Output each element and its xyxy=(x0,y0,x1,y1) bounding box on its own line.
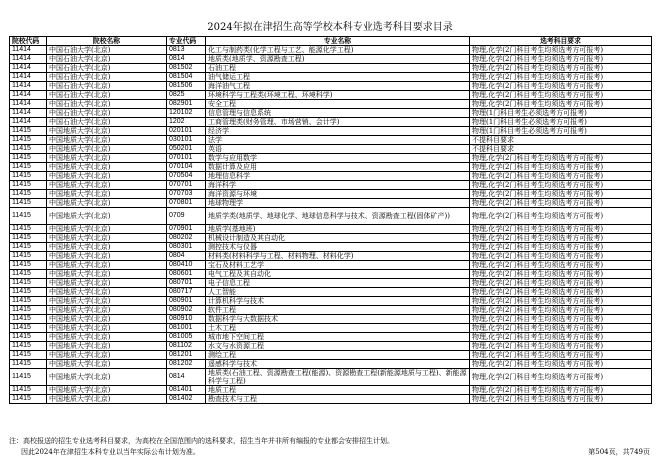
major-code-cell: 0804 xyxy=(167,252,206,261)
major-name-cell: 软件工程 xyxy=(206,306,470,315)
table-body xyxy=(10,46,652,404)
major-code-cell: 070901 xyxy=(167,225,206,234)
major-code-cell: 081201 xyxy=(167,351,206,360)
table-row xyxy=(10,395,652,404)
school-code-cell: 11415 xyxy=(10,261,47,270)
major-name-cell: 计算机科学与技术 xyxy=(206,297,470,306)
major-name-cell: 法学 xyxy=(206,136,470,145)
school-name-cell: 中国地质大学(北京) xyxy=(47,234,167,243)
school-name-cell: 中国石油大学(北京) xyxy=(47,91,167,100)
table-row xyxy=(10,154,652,163)
school-code-cell: 11415 xyxy=(10,324,47,333)
school-code-cell: 11415 xyxy=(10,297,47,306)
major-code-cell: 080902 xyxy=(167,306,206,315)
major-code-cell: 080901 xyxy=(167,297,206,306)
requirement-cell: 物理,化学(2门科目考生均须选考方可报考) xyxy=(470,181,652,190)
school-name-cell: 中国地质大学(北京) xyxy=(47,333,167,342)
major-code-cell: 0825 xyxy=(167,91,206,100)
table-row xyxy=(10,225,652,234)
school-name-cell: 中国地质大学(北京) xyxy=(47,360,167,369)
major-name-cell: 地质类(石油工程、资源勘查工程(能源)、资源勘查工程(新能源地质与工程)、新能源科学与工程) xyxy=(206,369,470,386)
table-row xyxy=(10,369,652,386)
school-name-cell: 中国地质大学(北京) xyxy=(47,199,167,208)
school-name-cell: 中国地质大学(北京) xyxy=(47,225,167,234)
major-code-cell: 0814 xyxy=(167,55,206,64)
requirement-cell: 不提科目要求 xyxy=(470,136,652,145)
major-code-cell: 030101 xyxy=(167,136,206,145)
requirement-cell: 物理,化学(2门科目考生均须选考方可报考) xyxy=(470,315,652,324)
school-code-cell: 11415 xyxy=(10,199,47,208)
table-row xyxy=(10,208,652,225)
requirement-cell: 物理,化学(2门科目考生均须选考方可报考) xyxy=(470,64,652,73)
school-code-cell: 11415 xyxy=(10,136,47,145)
school-name-cell: 中国石油大学(北京) xyxy=(47,64,167,73)
requirement-cell: 物理,化学(2门科目考生均须选考方可报考) xyxy=(470,234,652,243)
school-code-cell: 11415 xyxy=(10,127,47,136)
school-name-cell: 中国地质大学(北京) xyxy=(47,127,167,136)
major-name-cell: 宝石及材料工艺学 xyxy=(206,261,470,270)
header-major-code: 专业代码 xyxy=(167,37,206,46)
major-name-cell: 安全工程 xyxy=(206,100,470,109)
school-name-cell: 中国石油大学(北京) xyxy=(47,73,167,82)
school-code-cell: 11415 xyxy=(10,154,47,163)
major-name-cell: 电气工程及其自动化 xyxy=(206,270,470,279)
footnote xyxy=(9,436,394,458)
major-code-cell: 081402 xyxy=(167,395,206,404)
school-code-cell: 11414 xyxy=(10,55,47,64)
table-row xyxy=(10,55,652,64)
school-name-cell: 中国地质大学(北京) xyxy=(47,208,167,225)
requirement-cell: 物理,化学(2门科目考生均须选考方可报考) xyxy=(470,395,652,404)
school-name-cell: 中国地质大学(北京) xyxy=(47,243,167,252)
major-name-cell: 经济学 xyxy=(206,127,470,136)
requirement-cell: 物理,化学(2门科目考生均须选考方可报考) xyxy=(470,91,652,100)
requirement-cell: 物理,化学(2门科目考生均须选考方可报考) xyxy=(470,369,652,386)
major-code-cell: 081202 xyxy=(167,360,206,369)
major-code-cell: 070104 xyxy=(167,163,206,172)
major-code-cell: 080701 xyxy=(167,279,206,288)
major-name-cell: 遥感科学与技术 xyxy=(206,360,470,369)
table-row xyxy=(10,190,652,199)
major-code-cell: 081504 xyxy=(167,73,206,82)
major-name-cell: 地球物理学 xyxy=(206,199,470,208)
requirement-cell: 物理,化学(2门科目考生均须选考方可报考) xyxy=(470,225,652,234)
school-code-cell: 11415 xyxy=(10,208,47,225)
table-row xyxy=(10,136,652,145)
requirement-cell: 物理,化学(2门科目考生均须选考方可报考) xyxy=(470,190,652,199)
requirement-cell: 不提科目要求 xyxy=(470,145,652,154)
major-code-cell: 081502 xyxy=(167,64,206,73)
requirement-cell: 物理,化学(2门科目考生均须选考方可报考) xyxy=(470,386,652,395)
school-name-cell: 中国石油大学(北京) xyxy=(47,100,167,109)
major-code-cell: 081102 xyxy=(167,342,206,351)
major-name-cell: 信息管理与信息系统 xyxy=(206,109,470,118)
school-name-cell: 中国地质大学(北京) xyxy=(47,261,167,270)
table-row xyxy=(10,270,652,279)
school-name-cell: 中国地质大学(北京) xyxy=(47,288,167,297)
major-name-cell: 电子信息工程 xyxy=(206,279,470,288)
school-name-cell: 中国石油大学(北京) xyxy=(47,109,167,118)
school-code-cell: 11415 xyxy=(10,369,47,386)
major-name-cell: 测控技术与仪器 xyxy=(206,243,470,252)
school-name-cell: 中国地质大学(北京) xyxy=(47,181,167,190)
school-name-cell: 中国地质大学(北京) xyxy=(47,351,167,360)
major-code-cell: 0814 xyxy=(167,369,206,386)
requirement-cell: 物理,化学(2门科目考生均须选考方可报考) xyxy=(470,279,652,288)
subject-requirements-table xyxy=(9,36,652,404)
requirement-cell: 物理(1门科目考生必须选考方可报考) xyxy=(470,109,652,118)
major-code-cell: 020101 xyxy=(167,127,206,136)
school-name-cell: 中国地质大学(北京) xyxy=(47,279,167,288)
requirement-cell: 物理,化学(2门科目考生均须选考方可报考) xyxy=(470,100,652,109)
major-name-cell: 海洋科学 xyxy=(206,181,470,190)
school-name-cell: 中国地质大学(北京) xyxy=(47,172,167,181)
school-code-cell: 11414 xyxy=(10,118,47,127)
school-code-cell: 11415 xyxy=(10,342,47,351)
table-row xyxy=(10,163,652,172)
major-name-cell: 机械设计制造及其自动化 xyxy=(206,234,470,243)
requirement-cell: 物理,化学(2门科目考生均须选考方可报考) xyxy=(470,199,652,208)
school-code-cell: 11415 xyxy=(10,315,47,324)
table-row xyxy=(10,234,652,243)
school-code-cell: 11415 xyxy=(10,181,47,190)
school-code-cell: 11414 xyxy=(10,91,47,100)
page-title: 2024年拟在津招生高等学校本科专业选考科目要求目录 xyxy=(207,22,453,33)
requirement-cell: 物理,化学(2门科目考生均须选考方可报考) xyxy=(470,163,652,172)
table-row xyxy=(10,172,652,181)
school-name-cell: 中国地质大学(北京) xyxy=(47,163,167,172)
major-name-cell: 数据科学与大数据技术 xyxy=(206,315,470,324)
school-code-cell: 11414 xyxy=(10,64,47,73)
major-name-cell: 数据计算及应用 xyxy=(206,163,470,172)
school-code-cell: 11415 xyxy=(10,252,47,261)
school-code-cell: 11415 xyxy=(10,279,47,288)
header-requirement: 选考科目要求 xyxy=(470,37,652,46)
major-code-cell: 081401 xyxy=(167,386,206,395)
school-name-cell: 中国地质大学(北京) xyxy=(47,270,167,279)
table-row xyxy=(10,333,652,342)
major-code-cell: 070101 xyxy=(167,154,206,163)
table-row xyxy=(10,243,652,252)
school-code-cell: 11415 xyxy=(10,360,47,369)
school-name-cell: 中国地质大学(北京) xyxy=(47,369,167,386)
requirement-cell: 物理,化学(2门科目考生均须选考方可报考) xyxy=(470,154,652,163)
table-header-row xyxy=(10,37,652,46)
school-code-cell: 11414 xyxy=(10,82,47,91)
major-name-cell: 地质学类(地质学、地球化学、地球信息科学与技术、资源勘查工程(固体矿产)) xyxy=(206,208,470,225)
major-name-cell: 油气储运工程 xyxy=(206,73,470,82)
school-name-cell: 中国石油大学(北京) xyxy=(47,46,167,55)
table-row xyxy=(10,261,652,270)
school-code-cell: 11415 xyxy=(10,172,47,181)
major-name-cell: 地理信息科学 xyxy=(206,172,470,181)
requirement-cell: 物理,化学(2门科目考生均须选考方可报考) xyxy=(470,252,652,261)
school-code-cell: 11414 xyxy=(10,73,47,82)
school-code-cell: 11415 xyxy=(10,190,47,199)
major-code-cell: 080717 xyxy=(167,288,206,297)
table-row xyxy=(10,288,652,297)
major-name-cell: 勘查技术与工程 xyxy=(206,395,470,404)
major-name-cell: 地质学(基地班) xyxy=(206,225,470,234)
table-row xyxy=(10,46,652,55)
school-name-cell: 中国石油大学(北京) xyxy=(47,118,167,127)
school-code-cell: 11415 xyxy=(10,306,47,315)
requirement-cell: 物理,化学(2门科目考生均须选考方可报考) xyxy=(470,306,652,315)
table-row xyxy=(10,351,652,360)
table-row xyxy=(10,91,652,100)
major-code-cell: 080601 xyxy=(167,270,206,279)
major-code-cell: 120102 xyxy=(167,109,206,118)
table-row xyxy=(10,360,652,369)
major-code-cell: 081005 xyxy=(167,333,206,342)
table-row xyxy=(10,342,652,351)
requirement-cell: 物理,化学(2门科目考生均须选考方可报考) xyxy=(470,172,652,181)
footnote-line-1: 注：高校报送的招生专业选考科目要求，为高校在全国范围内的选科要求，招生当年并非所有编报的专业都会安排招生计划。 xyxy=(9,437,394,445)
requirement-cell: 物理,化学(2门科目考生均须选考方可报考) xyxy=(470,270,652,279)
table-row xyxy=(10,109,652,118)
school-code-cell: 11414 xyxy=(10,109,47,118)
major-code-cell: 082901 xyxy=(167,100,206,109)
school-name-cell: 中国地质大学(北京) xyxy=(47,315,167,324)
school-name-cell: 中国地质大学(北京) xyxy=(47,342,167,351)
header-major-name: 专业名称 xyxy=(206,37,470,46)
major-code-cell: 0709 xyxy=(167,208,206,225)
requirement-cell: 物理,化学(2门科目考生均须选考方可报考) xyxy=(470,243,652,252)
table-row xyxy=(10,73,652,82)
school-code-cell: 11415 xyxy=(10,145,47,154)
major-code-cell: 0813 xyxy=(167,46,206,55)
table-row xyxy=(10,315,652,324)
school-code-cell: 11415 xyxy=(10,270,47,279)
major-name-cell: 环境科学与工程类(环境工程、环境科学) xyxy=(206,91,470,100)
major-code-cell: 070504 xyxy=(167,172,206,181)
major-code-cell: 070703 xyxy=(167,190,206,199)
table-row xyxy=(10,324,652,333)
requirement-cell: 物理,化学(2门科目考生均须选考方可报考) xyxy=(470,324,652,333)
table-row xyxy=(10,100,652,109)
requirement-cell: 物理,化学(2门科目考生均须选考方可报考) xyxy=(470,342,652,351)
requirement-cell: 物理,化学(2门科目考生均须选考方可报考) xyxy=(470,288,652,297)
header-school-code: 院校代码 xyxy=(10,37,47,46)
school-name-cell: 中国地质大学(北京) xyxy=(47,395,167,404)
major-code-cell: 080910 xyxy=(167,315,206,324)
school-code-cell: 11415 xyxy=(10,163,47,172)
table-row xyxy=(10,82,652,91)
school-name-cell: 中国石油大学(北京) xyxy=(47,82,167,91)
table-row xyxy=(10,279,652,288)
major-name-cell: 土木工程 xyxy=(206,324,470,333)
major-code-cell: 081506 xyxy=(167,82,206,91)
table-row xyxy=(10,199,652,208)
school-name-cell: 中国地质大学(北京) xyxy=(47,252,167,261)
table-row xyxy=(10,252,652,261)
major-name-cell: 材料类(材料科学与工程、材料物理、材料化学) xyxy=(206,252,470,261)
major-code-cell: 080410 xyxy=(167,261,206,270)
school-code-cell: 11415 xyxy=(10,386,47,395)
header-school-name: 院校名称 xyxy=(47,37,167,46)
requirement-cell: 物理,化学(2门科目考生均须选考方可报考) xyxy=(470,46,652,55)
school-code-cell: 11414 xyxy=(10,46,47,55)
major-name-cell: 海洋油气工程 xyxy=(206,82,470,91)
requirement-cell: 物理,化学(2门科目考生均须选考方可报考) xyxy=(470,73,652,82)
school-code-cell: 11414 xyxy=(10,100,47,109)
major-code-cell: 080202 xyxy=(167,234,206,243)
major-code-cell: 070801 xyxy=(167,199,206,208)
school-name-cell: 中国地质大学(北京) xyxy=(47,190,167,199)
requirement-cell: 物理,化学(2门科目考生均须选考方可报考) xyxy=(470,297,652,306)
major-name-cell: 人工智能 xyxy=(206,288,470,297)
table-row xyxy=(10,297,652,306)
table-row xyxy=(10,118,652,127)
requirement-cell: 物理(1门科目考生必须选考方可报考) xyxy=(470,118,652,127)
major-name-cell: 石油工程 xyxy=(206,64,470,73)
school-name-cell: 中国地质大学(北京) xyxy=(47,297,167,306)
table-row xyxy=(10,64,652,73)
major-name-cell: 水文与水资源工程 xyxy=(206,342,470,351)
major-name-cell: 化工与制药类(化学工程与工艺、能源化学工程) xyxy=(206,46,470,55)
major-code-cell: 080301 xyxy=(167,243,206,252)
major-name-cell: 地质类(地质学、资源勘查工程) xyxy=(206,55,470,64)
major-name-cell: 英语 xyxy=(206,145,470,154)
school-name-cell: 中国地质大学(北京) xyxy=(47,154,167,163)
requirement-cell: 物理,化学(2门科目考生均须选考方可报考) xyxy=(470,82,652,91)
page-indicator: 第504页，共749页 xyxy=(588,448,650,456)
table-row xyxy=(10,181,652,190)
school-code-cell: 11415 xyxy=(10,288,47,297)
major-code-cell: 050201 xyxy=(167,145,206,154)
school-name-cell: 中国石油大学(北京) xyxy=(47,55,167,64)
requirement-cell: 物理,化学(2门科目考生均须选考方可报考) xyxy=(470,261,652,270)
footnote-line-2: 因此2024年在津招生本科专业以当年实际公布计划为准。 xyxy=(21,448,200,456)
major-name-cell: 海洋资源与环境 xyxy=(206,190,470,199)
school-code-cell: 11415 xyxy=(10,243,47,252)
school-code-cell: 11415 xyxy=(10,234,47,243)
school-name-cell: 中国地质大学(北京) xyxy=(47,324,167,333)
major-name-cell: 城市地下空间工程 xyxy=(206,333,470,342)
requirement-cell: 物理,化学(2门科目考生均须选考方可报考) xyxy=(470,208,652,225)
major-name-cell: 地质工程 xyxy=(206,386,470,395)
major-code-cell: 081001 xyxy=(167,324,206,333)
school-code-cell: 11415 xyxy=(10,225,47,234)
requirement-cell: 物理,化学(2门科目考生均须选考方可报考) xyxy=(470,333,652,342)
major-code-cell: 070701 xyxy=(167,181,206,190)
requirement-cell: 物理,化学(2门科目考生均须选考方可报考) xyxy=(470,360,652,369)
school-code-cell: 11415 xyxy=(10,351,47,360)
major-name-cell: 数学与应用数学 xyxy=(206,154,470,163)
table-row xyxy=(10,386,652,395)
table-row xyxy=(10,127,652,136)
school-name-cell: 中国地质大学(北京) xyxy=(47,386,167,395)
requirement-cell: 物理,化学(2门科目考生均须选考方可报考) xyxy=(470,351,652,360)
table-row xyxy=(10,145,652,154)
major-name-cell: 工商管理类(财务管理、市场营销、会计学) xyxy=(206,118,470,127)
school-name-cell: 中国地质大学(北京) xyxy=(47,136,167,145)
school-code-cell: 11415 xyxy=(10,395,47,404)
school-name-cell: 中国地质大学(北京) xyxy=(47,306,167,315)
school-code-cell: 11415 xyxy=(10,333,47,342)
requirement-cell: 物理,化学(2门科目考生均须选考方可报考) xyxy=(470,55,652,64)
major-name-cell: 测绘工程 xyxy=(206,351,470,360)
requirement-cell: 物理(1门科目考生必须选考方可报考) xyxy=(470,127,652,136)
school-name-cell: 中国地质大学(北京) xyxy=(47,145,167,154)
major-code-cell: 1202 xyxy=(167,118,206,127)
table-row xyxy=(10,306,652,315)
